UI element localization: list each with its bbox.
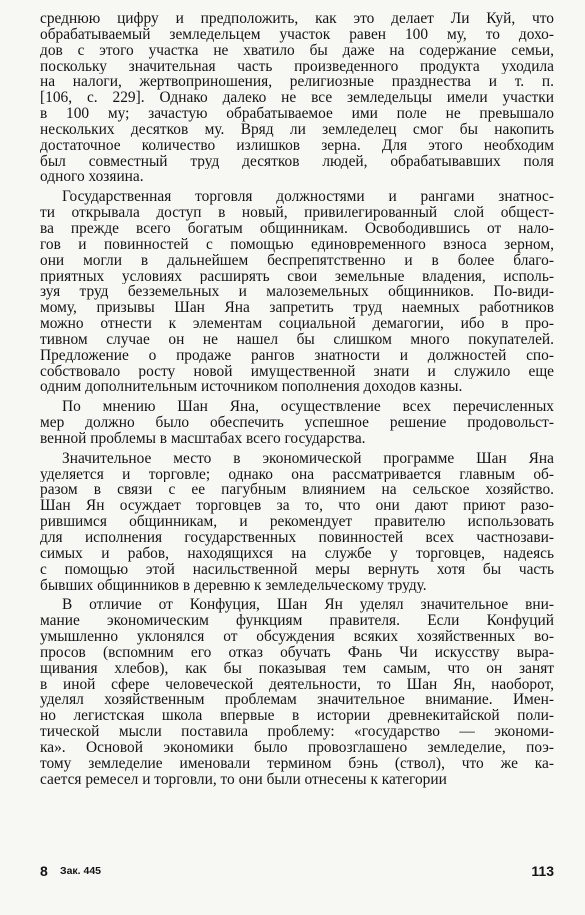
text-line: среднюю цифру и предположить, как это делает Ли Куй, что: [40, 11, 554, 27]
page-footer: [40, 863, 554, 883]
text-line: мому, призывы Шан Яна запретить труд наемных работников: [40, 300, 554, 317]
text-line: они могли в дальнейшем беспрепятственно и в более благо-: [40, 252, 554, 269]
text-line: мание экономическим функциям правителя. Если Конфуций: [40, 613, 554, 630]
text-line: одним дополнительным источником пополнения доходов казны.: [40, 379, 463, 396]
paragraph: [40, 451, 554, 594]
text-line: разом в связи с ее пагубным влиянием на сельское хозяйство.: [40, 482, 554, 499]
text-line: Государственная торговля должностями и рангами знатнос-: [62, 189, 554, 206]
text-line: мер должно было обеспечить успешное решение продовольст-: [40, 415, 554, 431]
text-line: умышленно уклонялся от обсуждения всяких хозяйственных во-: [40, 629, 554, 645]
text-line: дов с этого участка не хватило бы даже на содержание семьи,: [40, 42, 554, 59]
text-line: достаточное количество излишков зерна. Для этого необходим: [40, 137, 554, 154]
text-line: собствовало росту новой имущественной знати и служило еще: [40, 363, 554, 380]
text-line: щивания хлебов), как бы показывая тем самым, что он занят: [40, 660, 554, 677]
text-line: уделяется и торговле; однако она рассматривается главным об-: [40, 466, 554, 483]
text-line: [106, с. 229]. Однако далеко не все земледельцы имели участки: [40, 90, 554, 107]
text-line: Шан Ян осуждает торговцев за то, что они дают приют разо-: [40, 498, 554, 515]
page-number: 113: [531, 863, 554, 879]
text-line: В отличие от Конфуция, Шан Ян уделял значительное вни-: [62, 597, 554, 614]
text-line: венной проблемы в масштабах всего государства.: [40, 430, 366, 447]
text-line: в иной сфере человеческой деятельности, то Шан Ян, наоборот,: [40, 676, 554, 693]
text-line: гов и повинностей с помощью единовременного взноса зерном,: [40, 236, 554, 253]
text-line: поскольку значительная часть произведенного продукта уходила: [40, 58, 554, 75]
text-line: на налоги, жертвоприношения, религиозные празднества и т. п.: [40, 74, 554, 91]
text-line: симых и рабов, находящихся на службе у торговцев, надеясь: [40, 545, 554, 562]
paragraph: [40, 399, 554, 447]
text-line: Предложение о продаже рангов знатности и должностей спо-: [40, 347, 554, 364]
paragraph: [40, 11, 554, 185]
text-line: для исполнения государственных повинностей всех частнозави-: [40, 530, 554, 546]
text-line: тому земледелие именовали термином бэнь (ствол), что же ка-: [40, 755, 554, 772]
text-line: нескольких десятков му. Вряд ли земледелец смог бы накопить: [40, 121, 554, 138]
text-line: Значительное место в экономической программе Шан Яна: [62, 450, 554, 467]
text-line: можно отнести к элементам социальной демагогии, ибо в про-: [40, 316, 554, 332]
signature-mark: Зак. 445: [60, 865, 102, 877]
text-line: тической мысли поставила проблему: «государство — экономи-: [40, 724, 554, 740]
text-line: был совместный труд десятков людей, обрабатывавших поля: [40, 153, 554, 170]
text-line: тивном случае он не нашел бы слишком много покупателей.: [40, 331, 554, 348]
text-line: ка». Основой экономики было провозглашено земледелие, поэ-: [40, 739, 554, 756]
text-line: сается ремесел и торговли, то они были отнесены к категории: [40, 771, 447, 788]
text-line: в 100 му; зачастую обрабатываемое ими поле не превышало: [40, 106, 554, 122]
paragraph: [40, 189, 554, 395]
signature-number: 8: [40, 863, 48, 879]
text-line: зуя труд безземельных и малоземельных общинников. По-види-: [40, 284, 554, 301]
text-line: ти открывала доступ в новый, привилегированный слой общест-: [40, 205, 554, 221]
body-text: [40, 11, 554, 788]
text-line: одного хозяина.: [40, 169, 144, 186]
text-line: уделял хозяйственным проблемам значительное внимание. Имен-: [40, 692, 554, 709]
paragraph: [40, 597, 554, 787]
text-line: с помощью этой насильственной меры вернуть хотя бы часть: [40, 561, 554, 578]
text-line: приятных условиях расширять свои земельные владения, исполь-: [40, 268, 554, 285]
text-line: но легистская школа впервые в истории древнекитайской поли-: [40, 708, 554, 725]
text-line: бывших общинников в деревню к земледельческому труду.: [40, 577, 427, 594]
text-line: рившимся общинникам, и рекомендует правителю использовать: [40, 514, 554, 530]
text-line: По мнению Шан Яна, осуществление всех перечисленных: [62, 399, 554, 416]
text-line: просов (вспомним его отказ обучать Фань Чи искусству выра-: [40, 644, 554, 661]
text-line: ва прежде всего богатым общинникам. Освободившись от нало-: [40, 220, 554, 237]
text-line: обрабатываемый земледельцем участок равен 100 му, то дохо-: [40, 26, 554, 43]
